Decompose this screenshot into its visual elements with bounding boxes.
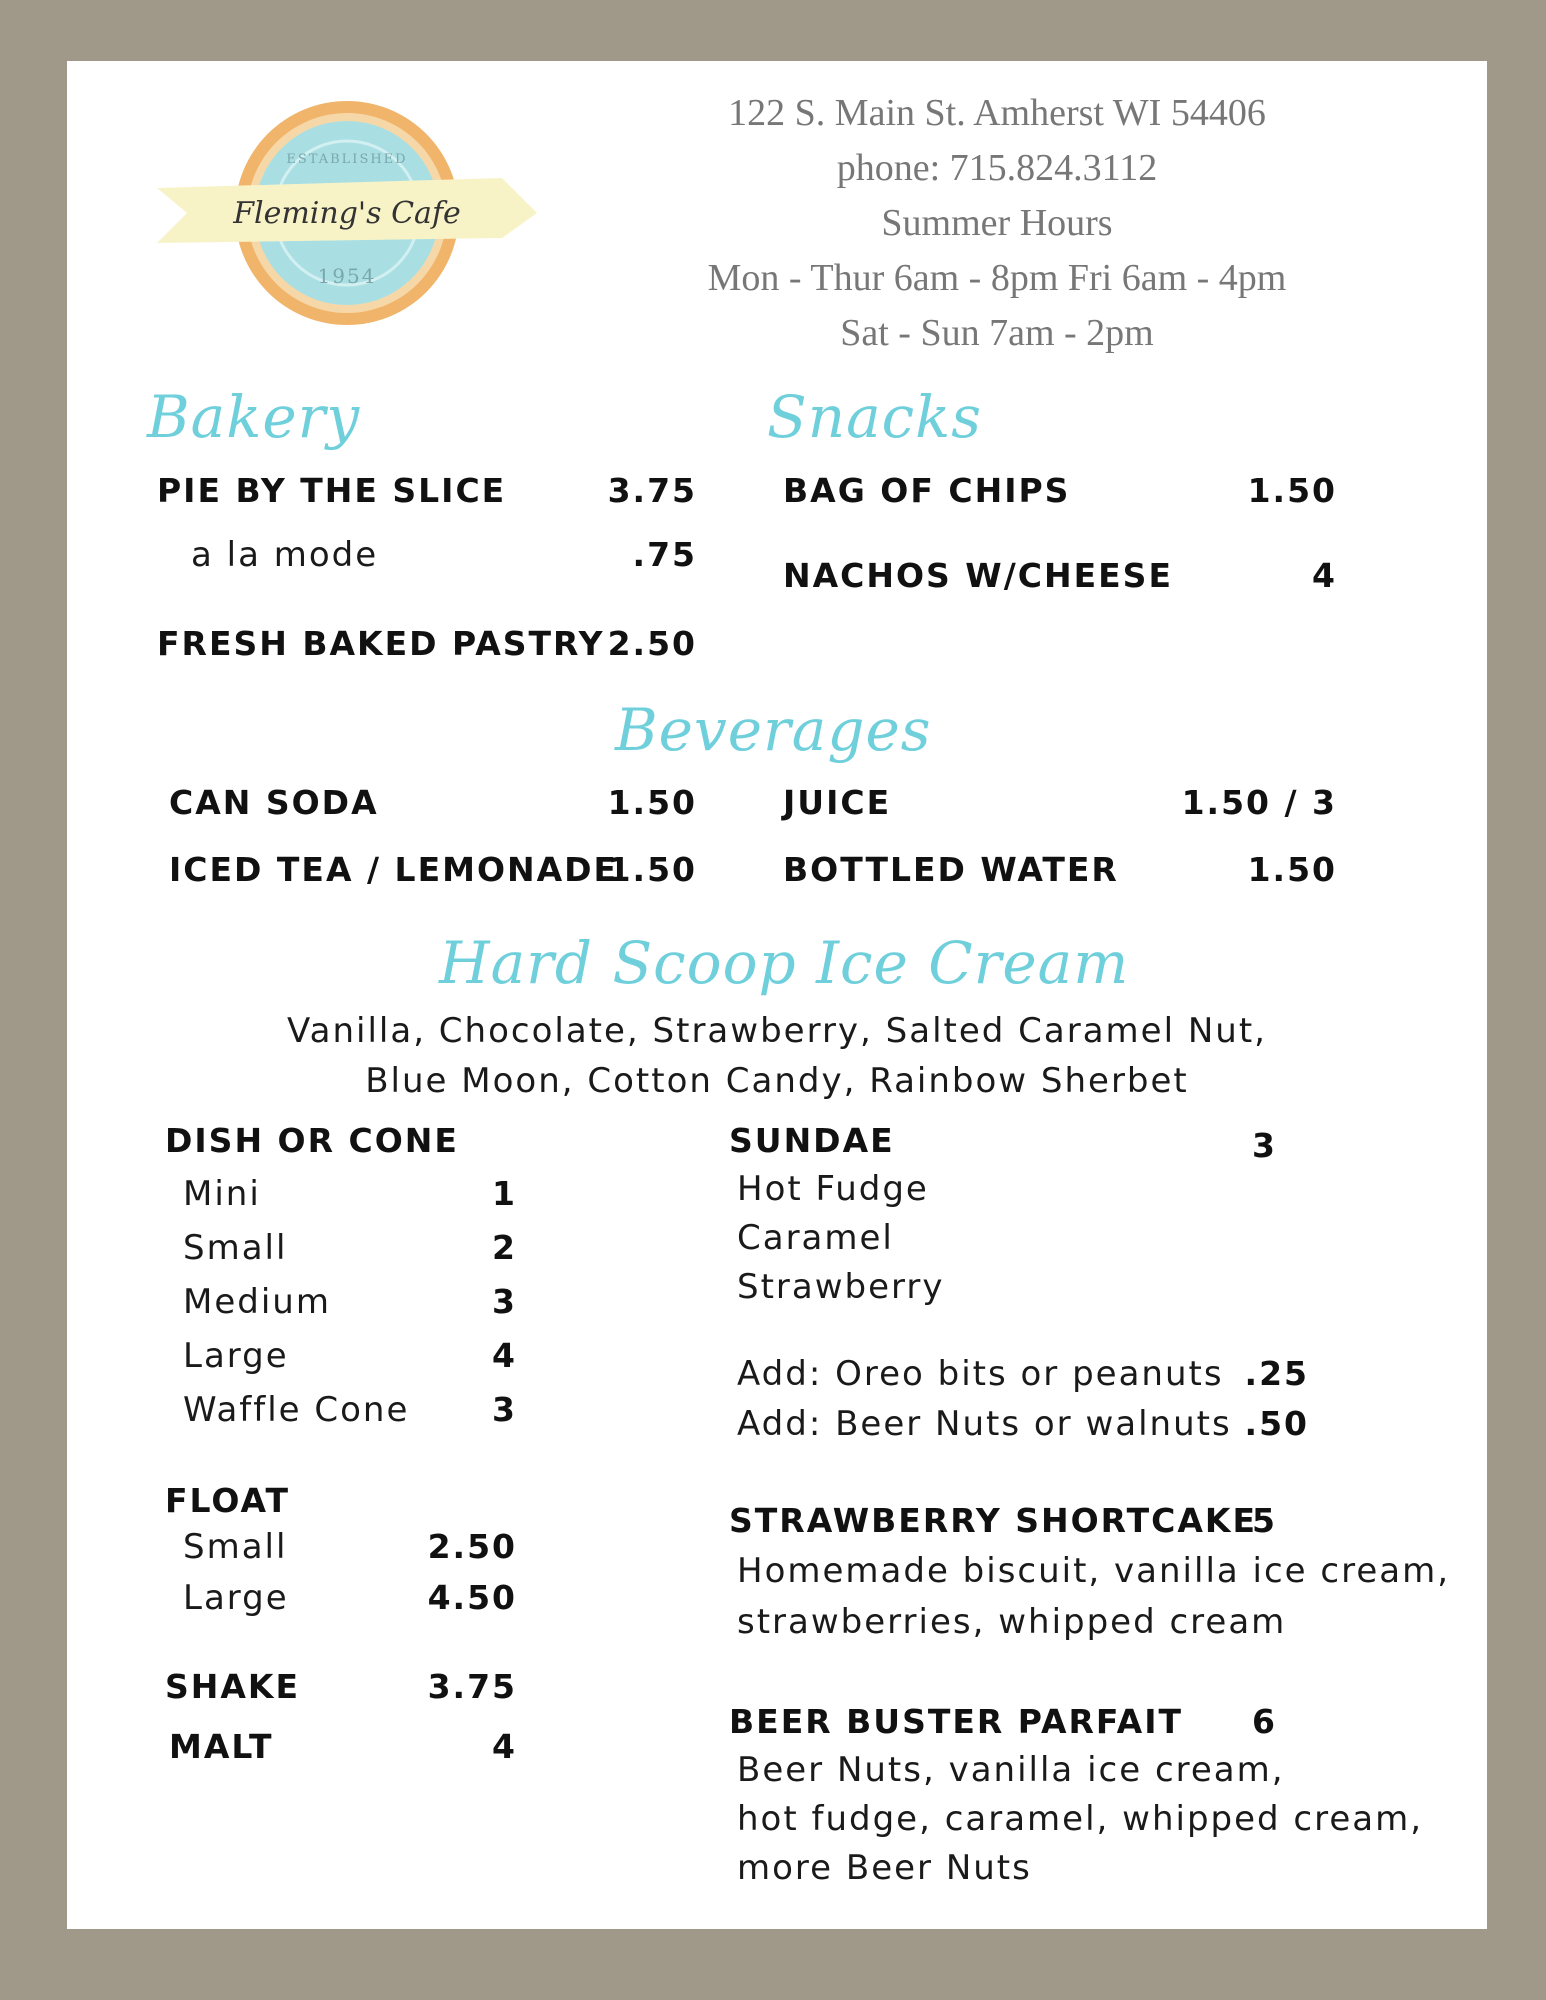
dish-price-medium: 3 [492,1282,517,1321]
shortcake-desc-2: strawberries, whipped cream [737,1602,1287,1642]
snacks-heading: Snacks [767,383,983,451]
flavors-line-1: Vanilla, Chocolate, Strawberry, Salted Caramel Nut, [287,1011,1267,1051]
dish-price-large: 4 [492,1336,517,1375]
shortcake-title: STRAWBERRY SHORTCAKE [729,1501,1257,1540]
dish-price-waffle: 3 [492,1390,517,1429]
beverage-item-tea: ICED TEA / LEMONADE [169,850,619,889]
shortcake-desc-1: Homemade biscuit, vanilla ice cream, [737,1551,1451,1591]
bakery-item-pastry: FRESH BAKED PASTRY [157,624,605,663]
parfait-desc-1: Beer Nuts, vanilla ice cream, [737,1750,1285,1790]
dish-size-large: Large [183,1336,289,1376]
float-title: FLOAT [165,1481,291,1520]
bakery-item-pie: PIE BY THE SLICE [157,471,507,510]
shake-title: SHAKE [165,1667,301,1706]
snacks-item-nachos: NACHOS W/CHEESE [783,556,1173,595]
sundae-topping-fudge: Hot Fudge [737,1169,929,1209]
address: 122 S. Main St. Amherst WI 54406 [728,92,1266,134]
beverage-price-tea: 1.50 [607,850,697,889]
snacks-price-nachos: 4 [1312,556,1337,595]
sundae-price: 3 [1252,1126,1277,1165]
bakery-price-pastry: 2.50 [607,624,697,663]
sundae-topping-strawberry: Strawberry [737,1267,945,1307]
hours-title: Summer Hours [881,202,1113,244]
beverage-item-juice: JUICE [783,783,892,822]
beverage-price-water: 1.50 [1247,850,1337,889]
bakery-item-alamode: a la mode [191,535,379,575]
shortcake-price: 5 [1252,1501,1277,1540]
float-size-small: Small [183,1527,288,1567]
sundae-title: SUNDAE [729,1121,895,1160]
malt-price: 4 [492,1727,517,1766]
snacks-item-chips: BAG OF CHIPS [783,471,1071,510]
sundae-addon-nuts-price: .50 [1244,1404,1309,1443]
parfait-title: BEER BUSTER PARFAIT [729,1702,1183,1741]
dish-price-small: 2 [492,1228,517,1267]
beverages-heading: Beverages [615,696,932,764]
dish-cone-title: DISH OR CONE [165,1121,459,1160]
dish-size-medium: Medium [183,1282,331,1322]
svg-text:Fleming's Cafe: Fleming's Cafe [233,196,461,231]
bakery-price-alamode: .75 [632,535,697,574]
dish-size-mini: Mini [183,1174,261,1214]
beverage-price-soda: 1.50 [607,783,697,822]
hours-weekday: Mon - Thur 6am - 8pm Fri 6am - 4pm [707,257,1287,299]
flavors-line-2: Blue Moon, Cotton Candy, Rainbow Sherbet [365,1061,1189,1101]
logo-seal-icon [157,93,537,333]
cafe-logo [157,93,537,333]
float-size-large: Large [183,1578,289,1618]
malt-title: MALT [169,1727,274,1766]
phone: phone: 715.824.3112 [836,147,1158,189]
sundae-addon-nuts: Add: Beer Nuts or walnuts [737,1404,1232,1444]
float-price-large: 4.50 [427,1578,517,1617]
sundae-topping-caramel: Caramel [737,1218,894,1258]
dish-size-waffle: Waffle Cone [183,1390,410,1430]
float-price-small: 2.50 [427,1527,517,1566]
bakery-heading: Bakery [147,383,361,451]
beverage-price-juice: 1.50 / 3 [1181,783,1337,822]
bakery-price-pie: 3.75 [607,471,697,510]
svg-text:1954: 1954 [317,264,377,288]
menu-page [67,61,1487,1929]
parfait-desc-3: more Beer Nuts [737,1848,1032,1888]
shake-price: 3.75 [427,1667,517,1706]
snacks-price-chips: 1.50 [1247,471,1337,510]
hours-weekend: Sat - Sun 7am - 2pm [840,312,1154,354]
dish-price-mini: 1 [492,1174,517,1213]
beverage-item-soda: CAN SODA [169,783,379,822]
ice-cream-heading: Hard Scoop Ice Cream [439,929,1130,997]
parfait-desc-2: hot fudge, caramel, whipped cream, [737,1799,1424,1839]
beverage-item-water: BOTTLED WATER [783,850,1119,889]
svg-text:ESTABLISHED: ESTABLISHED [286,152,408,167]
sundae-addon-oreo-price: .25 [1244,1354,1309,1393]
dish-size-small: Small [183,1228,288,1268]
sundae-addon-oreo: Add: Oreo bits or peanuts [737,1354,1224,1394]
parfait-price: 6 [1252,1702,1277,1741]
